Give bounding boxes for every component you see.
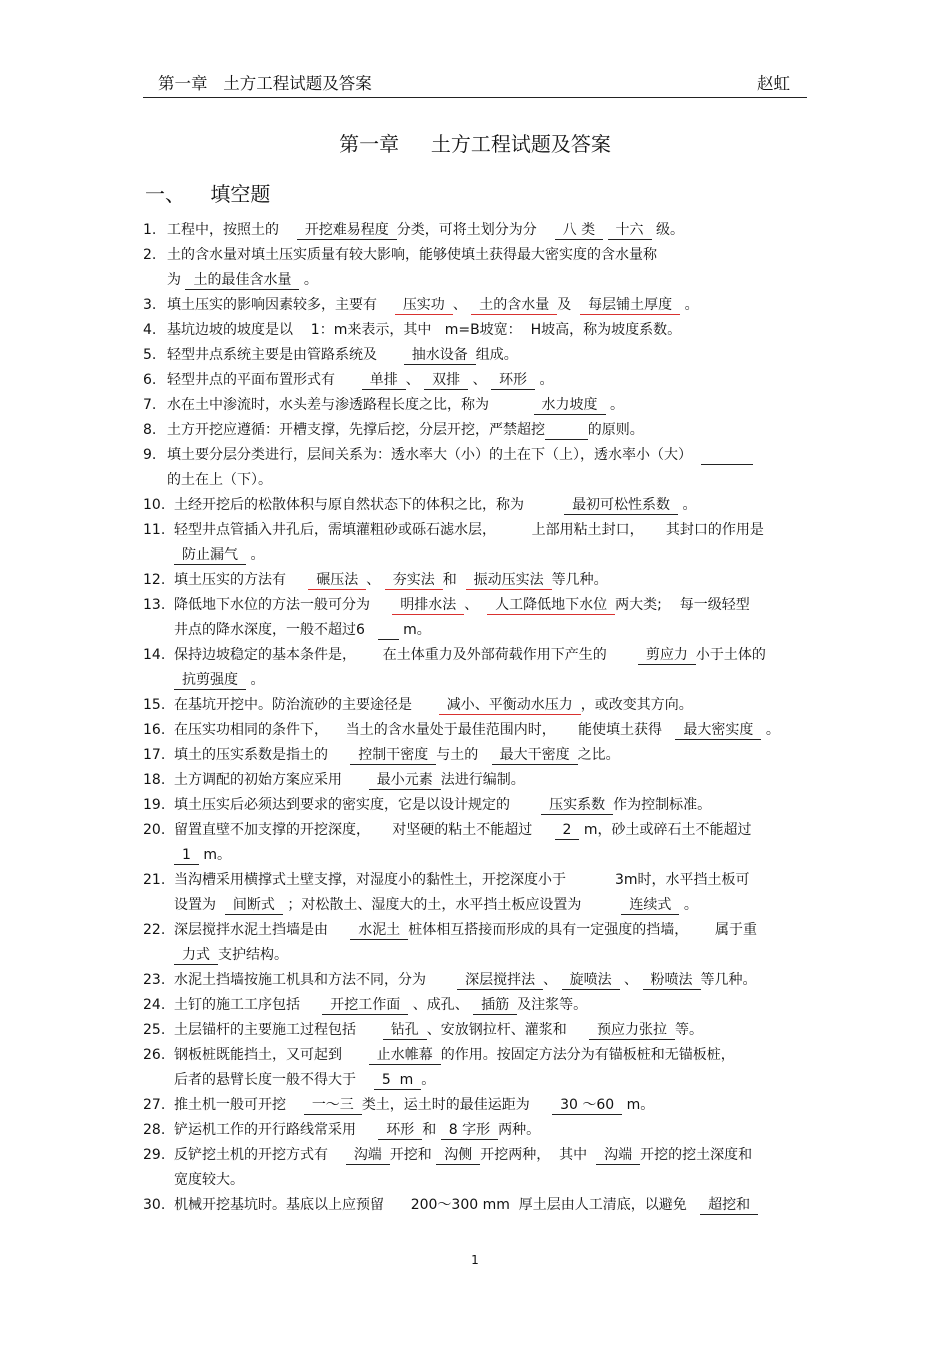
question-line	[167, 368, 813, 393]
answer-blank: 力式	[174, 946, 218, 965]
answer-blank: 八 类	[555, 221, 603, 240]
question-item	[143, 1043, 813, 1093]
question-segment: 及注浆等。	[517, 997, 588, 1013]
answer-blank: 超挖和	[700, 1196, 758, 1215]
answer-blank: 沟侧	[436, 1146, 480, 1165]
question-text	[167, 393, 813, 418]
question-number: 4.	[143, 322, 157, 338]
question-item	[143, 318, 813, 343]
answer-blank: 环形	[378, 1121, 422, 1140]
question-number: 28.	[143, 1122, 166, 1138]
answer-blank: 压实功	[395, 296, 453, 315]
question-line	[174, 518, 813, 543]
question-segment: 的作用。按固定方法分为有锚板桩和无锚板桩，	[440, 1047, 735, 1063]
question-line	[174, 868, 813, 893]
question-line	[174, 793, 813, 818]
question-number: 27.	[143, 1097, 166, 1113]
question-number: 17.	[143, 747, 166, 763]
answer-blank: 减小、平衡动水压力	[439, 696, 581, 715]
question-item	[143, 718, 813, 743]
answer-blank: 深层搅拌法	[457, 971, 543, 990]
question-item	[143, 393, 813, 418]
question-number: 16.	[143, 722, 166, 738]
question-number: 2.	[143, 247, 157, 263]
question-line	[174, 743, 813, 768]
question-text	[174, 993, 813, 1018]
question-text	[167, 418, 813, 443]
question-item	[143, 643, 813, 693]
question-text	[167, 443, 813, 493]
question-item	[143, 793, 813, 818]
question-item	[143, 418, 813, 443]
answer-blank: 一～三	[304, 1096, 362, 1115]
question-segment: 两大类; 每一级轻型	[615, 597, 750, 613]
question-item	[143, 1093, 813, 1118]
question-text	[174, 1018, 813, 1043]
answer-blank: 1	[174, 846, 199, 865]
question-segment: 等几种。	[700, 972, 757, 988]
answer-blank: 碾压法	[308, 571, 366, 590]
answer-blank: 控制干密度	[350, 746, 436, 765]
question-segment: 、	[366, 572, 385, 588]
question-segment: 开挖两种， 其中	[480, 1147, 597, 1163]
answer-blank: 最初可松性系数	[564, 496, 678, 515]
question-line	[174, 693, 813, 718]
question-segment: 及	[557, 297, 581, 313]
question-segment: 钢板桩既能挡土，又可起到	[174, 1047, 369, 1063]
question-segment: 推土机一般可开挖	[174, 1097, 304, 1113]
question-segment: 分类，可将土划分为分	[396, 222, 555, 238]
question-number: 13.	[143, 597, 166, 613]
question-item	[143, 1118, 813, 1143]
question-segment: 为	[167, 272, 186, 288]
question-segment: 开挖和	[389, 1147, 437, 1163]
question-segment: 深层搅拌水泥土挡墙是由	[174, 922, 351, 938]
question-text	[174, 968, 813, 993]
answer-blank: 2	[555, 821, 580, 840]
question-text	[167, 343, 813, 368]
question-line	[167, 293, 813, 318]
question-line	[174, 818, 813, 843]
question-segment: 井点的降水深度，一般不超过6	[174, 622, 379, 638]
question-segment: 等。	[674, 1022, 703, 1038]
question-line	[174, 568, 813, 593]
question-segment: 留置直壁不加支撑的开挖深度， 对坚硬的粘土不能超过	[174, 822, 555, 838]
question-segment: 填土压实后必须达到要求的密实度，它是以设计规定的	[174, 797, 542, 813]
question-segment: 之比。	[577, 747, 620, 763]
question-segment: 填土要分层分类进行，层间关系为：透水率大（小）的土在下（上），透水率小（大）	[167, 447, 701, 463]
question-line	[174, 543, 813, 568]
question-number: 10.	[143, 497, 166, 513]
question-item	[143, 868, 813, 918]
question-text	[174, 768, 813, 793]
answer-blank: 土的含水量	[471, 296, 557, 315]
answer-blank: 土的最佳含水量	[185, 271, 299, 290]
question-line	[174, 993, 813, 1018]
question-number: 9.	[143, 447, 157, 463]
question-line	[174, 968, 813, 993]
question-segment: ；对松散土、湿度大的土，水平挡土板应设置为	[282, 897, 622, 913]
question-segment: 。	[761, 722, 780, 738]
answer-blank: 最大干密度	[492, 746, 578, 765]
question-line	[174, 1143, 813, 1168]
question-number: 3.	[143, 297, 157, 313]
question-segment: 。	[421, 1072, 436, 1088]
question-item	[143, 1193, 813, 1218]
question-line	[174, 918, 813, 943]
question-segment: 、	[468, 372, 492, 388]
question-segment: 。	[680, 297, 699, 313]
question-segment: 等几种。	[551, 572, 608, 588]
answer-blank: 每层铺土厚度	[580, 296, 680, 315]
question-text	[174, 493, 813, 518]
question-item	[143, 693, 813, 718]
document-title-text: 第一章 土方工程试题及答案	[339, 132, 611, 156]
question-item	[143, 968, 813, 993]
question-segment: 铲运机工作的开行路线常采用	[174, 1122, 379, 1138]
answer-blank: 水力坡度	[534, 396, 606, 415]
question-segment: m。	[198, 847, 232, 863]
header-chapter-title: 第一章 土方工程试题及答案	[158, 74, 372, 93]
question-number: 22.	[143, 922, 166, 938]
question-text	[167, 218, 813, 243]
question-number: 21.	[143, 872, 166, 888]
question-number: 15.	[143, 697, 166, 713]
question-line	[174, 843, 813, 868]
question-number: 19.	[143, 797, 166, 813]
question-segment: 和	[422, 1122, 441, 1138]
answer-blank: 水泥土	[350, 921, 408, 940]
question-text	[174, 593, 813, 643]
question-segment: 的土在上（下）。	[167, 472, 272, 488]
question-line	[174, 593, 813, 618]
question-text	[174, 918, 813, 968]
answer-blank	[701, 446, 753, 465]
question-line	[174, 768, 813, 793]
question-segment: 。	[246, 547, 265, 563]
question-text	[174, 1193, 813, 1218]
question-segment: 机械开挖基坑时。基底以上应预留 200～300 mm 厚土层由人工清底，以避免	[174, 1197, 701, 1213]
question-segment: 。	[605, 397, 624, 413]
answer-blank: 8 字形	[441, 1121, 498, 1140]
question-number: 26.	[143, 1047, 166, 1063]
question-segment: 轻型井点管插入井孔后，需填灌粗砂或砾石滤水层， 上部用粘土封口， 其封口的作用是	[174, 522, 764, 538]
question-text	[174, 868, 813, 918]
question-line	[174, 1093, 813, 1118]
answer-blank	[378, 621, 398, 640]
question-segment: 后者的悬臂长度一般不得大于	[174, 1072, 374, 1088]
answer-blank: 粉喷法	[643, 971, 701, 990]
question-line	[167, 268, 813, 293]
answer-blank: 人工降低地下水位	[487, 596, 615, 615]
question-segment: 。	[246, 672, 265, 688]
question-segment: 轻型井点系统主要是由管路系统及	[167, 347, 404, 363]
question-number: 12.	[143, 572, 166, 588]
question-segment: 土方开挖应遵循：开槽支撑，先撑后挖，分层开挖，严禁超挖	[167, 422, 545, 438]
question-segment: 水泥土挡墙按施工机具和方法不同，分为	[174, 972, 458, 988]
answer-blank: 振动压实法	[466, 571, 552, 590]
answer-blank: 剪应力	[638, 646, 696, 665]
answer-blank: 抗剪强度	[174, 671, 246, 690]
question-item	[143, 1143, 813, 1193]
question-text	[167, 318, 813, 343]
question-text	[167, 293, 813, 318]
answer-blank: 压实系数	[541, 796, 613, 815]
question-item	[143, 818, 813, 868]
question-number: 8.	[143, 422, 157, 438]
question-item	[143, 568, 813, 593]
question-text	[174, 818, 813, 868]
question-line	[174, 643, 813, 668]
question-segment: 组成。	[475, 347, 518, 363]
question-segment: 轻型井点的平面布置形式有	[167, 372, 362, 388]
question-line	[174, 1043, 813, 1068]
question-segment: 保持边坡稳定的基本条件是， 在土体重力及外部荷载作用下产生的	[174, 647, 638, 663]
answer-blank: 最小元素	[369, 771, 441, 790]
question-segment: 桩体相互搭接而形成的具有一定强度的挡墙， 属于重	[408, 922, 757, 938]
answer-blank: 明排水法	[392, 596, 464, 615]
answer-blank: 十六	[608, 221, 652, 240]
question-line	[167, 318, 813, 343]
answer-blank: 旋喷法	[562, 971, 620, 990]
question-segment: 工程中，按照土的	[167, 222, 297, 238]
question-segment: 、安放钢拉杆、灌浆和	[426, 1022, 589, 1038]
question-number: 1.	[143, 222, 157, 238]
question-segment: 法进行编制。	[440, 772, 525, 788]
question-item	[143, 918, 813, 968]
answer-blank: 沟端	[346, 1146, 390, 1165]
question-segment: 开挖的挖土深度和	[640, 1147, 753, 1163]
question-line	[167, 443, 813, 468]
answer-blank: 开挖难易程度	[297, 221, 397, 240]
question-item	[143, 743, 813, 768]
question-segment: 土经开挖后的松散体积与原自然状态下的体积之比，称为	[174, 497, 565, 513]
question-line	[167, 418, 813, 443]
question-line	[167, 343, 813, 368]
question-segment: ，或改变其方向。	[580, 697, 693, 713]
answer-blank: 5 m	[374, 1071, 421, 1090]
question-segment: 作为控制标准。	[613, 797, 712, 813]
question-segment: 和	[442, 572, 466, 588]
question-segment: 。	[679, 897, 698, 913]
question-text	[174, 568, 813, 593]
question-segment: 在基坑开挖中。防治流砂的主要途径是	[174, 697, 439, 713]
question-segment: 宽度较大。	[174, 1172, 244, 1188]
question-number: 20.	[143, 822, 166, 838]
question-item	[143, 518, 813, 568]
header-divider	[143, 97, 807, 98]
question-text	[167, 243, 813, 293]
answer-blank: 连续式	[621, 896, 679, 915]
question-text	[174, 1143, 813, 1193]
answer-blank: 预应力张拉	[589, 1021, 675, 1040]
question-number: 24.	[143, 997, 166, 1013]
question-item	[143, 1018, 813, 1043]
question-number: 29.	[143, 1147, 166, 1163]
question-item	[143, 593, 813, 643]
question-line	[174, 1168, 813, 1193]
question-text	[174, 793, 813, 818]
question-segment: 水在土中渗流时，水头差与渗透路程长度之比，称为	[167, 397, 534, 413]
question-segment: m，砂土或碎石土不能超过	[579, 822, 752, 838]
section-heading: 一、 填空题	[145, 182, 271, 206]
question-line	[174, 1118, 813, 1143]
answer-blank: 开挖工作面	[322, 996, 408, 1015]
question-number: 14.	[143, 647, 166, 663]
question-text	[174, 1118, 813, 1143]
question-line	[174, 718, 813, 743]
header-author: 赵虹	[757, 74, 790, 93]
question-text	[174, 693, 813, 718]
question-item	[143, 343, 813, 368]
question-segment: m。	[622, 1097, 655, 1113]
question-segment: 、	[452, 297, 472, 313]
question-segment: 当沟槽采用横撑式土壁支撑，对湿度小的黏性土，开挖深度小于 3m时，水平挡土板可	[174, 872, 750, 888]
question-segment: 设置为	[174, 897, 225, 913]
document-title	[0, 128, 950, 157]
question-item	[143, 768, 813, 793]
answer-blank: 插筋	[473, 996, 517, 1015]
question-segment: 类土，运土时的最佳运距为	[361, 1097, 553, 1113]
question-segment: 反铲挖土机的开挖方式有	[174, 1147, 346, 1163]
question-line	[167, 393, 813, 418]
answer-blank: 单排	[362, 371, 406, 390]
question-item	[143, 218, 813, 243]
question-segment: 填土压实的影响因素较多，主要有	[167, 297, 395, 313]
question-segment: 土层锚杆的主要施工过程包括	[174, 1022, 383, 1038]
question-item	[143, 493, 813, 518]
question-line	[174, 668, 813, 693]
question-segment: 、	[405, 372, 425, 388]
question-item	[143, 293, 813, 318]
question-line	[174, 1068, 813, 1093]
question-segment: 土钉的施工工序包括	[174, 997, 323, 1013]
answer-blank: 钻孔	[383, 1021, 427, 1040]
answer-blank: 止水帷幕	[369, 1046, 441, 1065]
question-segment: 支护结构。	[218, 947, 288, 963]
question-text	[174, 1043, 813, 1093]
question-line	[174, 618, 813, 643]
question-segment: 、成孔、	[408, 997, 474, 1013]
question-segment: 、	[464, 597, 488, 613]
question-number: 5.	[143, 347, 157, 363]
question-segment: 基坑边坡的坡度是以 1：m来表示，其中 m=B坡宽： H坡高，称为坡度系数。	[167, 322, 682, 338]
question-text	[174, 643, 813, 693]
question-segment: 土的含水量对填土压实质量有较大影响，能够使填土获得最大密实度的含水量称	[167, 247, 657, 263]
question-segment: 。	[535, 372, 554, 388]
question-line	[167, 243, 813, 268]
question-segment: 小于土体的	[695, 647, 766, 663]
answer-blank: 间断式	[225, 896, 283, 915]
question-number: 30.	[143, 1197, 166, 1213]
answer-blank: 沟端	[596, 1146, 640, 1165]
page-number: 1	[471, 1253, 479, 1267]
answer-blank: 防止漏气	[174, 546, 246, 565]
question-segment: 。	[299, 272, 318, 288]
question-line	[167, 218, 813, 243]
question-item	[143, 368, 813, 393]
question-line	[174, 943, 813, 968]
question-line	[174, 1193, 813, 1218]
answer-blank: 最大密实度	[675, 721, 761, 740]
question-number: 25.	[143, 1022, 166, 1038]
question-segment: 级。	[651, 222, 684, 238]
question-item	[143, 443, 813, 493]
answer-blank: 夯实法	[385, 571, 443, 590]
answer-blank: 双排	[424, 371, 468, 390]
question-segment: m。	[398, 622, 431, 638]
answer-blank: 抽水设备	[404, 346, 476, 365]
question-segment: 降低地下水位的方法一般可分为	[174, 597, 393, 613]
question-segment: 两种。	[498, 1122, 541, 1138]
question-text	[167, 368, 813, 393]
question-line	[167, 468, 813, 493]
answer-blank	[545, 421, 588, 440]
question-segment: 土方调配的初始方案应采用	[174, 772, 369, 788]
question-segment: 的原则。	[587, 422, 644, 438]
question-text	[174, 743, 813, 768]
question-segment: 填土的压实系数是指土的	[174, 747, 351, 763]
question-segment: 。	[678, 497, 697, 513]
question-line	[174, 1018, 813, 1043]
question-segment: 与土的	[436, 747, 492, 763]
question-line	[174, 893, 813, 918]
answer-blank: 环形	[491, 371, 535, 390]
question-item	[143, 243, 813, 293]
question-number: 6.	[143, 372, 157, 388]
question-segment: 、	[619, 972, 643, 988]
question-text	[174, 718, 813, 743]
question-text	[174, 1093, 813, 1118]
question-number: 7.	[143, 397, 157, 413]
question-list	[143, 218, 813, 1218]
question-item	[143, 993, 813, 1018]
answer-blank: 30 ～60	[552, 1096, 622, 1115]
question-number: 11.	[143, 522, 166, 538]
question-number: 18.	[143, 772, 166, 788]
question-line	[174, 493, 813, 518]
question-segment: 填土压实的方法有	[174, 572, 309, 588]
question-number: 23.	[143, 972, 166, 988]
question-text	[174, 518, 813, 568]
question-segment: 、	[543, 972, 562, 988]
question-segment: 在压实功相同的条件下， 当土的含水量处于最佳范围内时， 能使填土获得	[174, 722, 676, 738]
